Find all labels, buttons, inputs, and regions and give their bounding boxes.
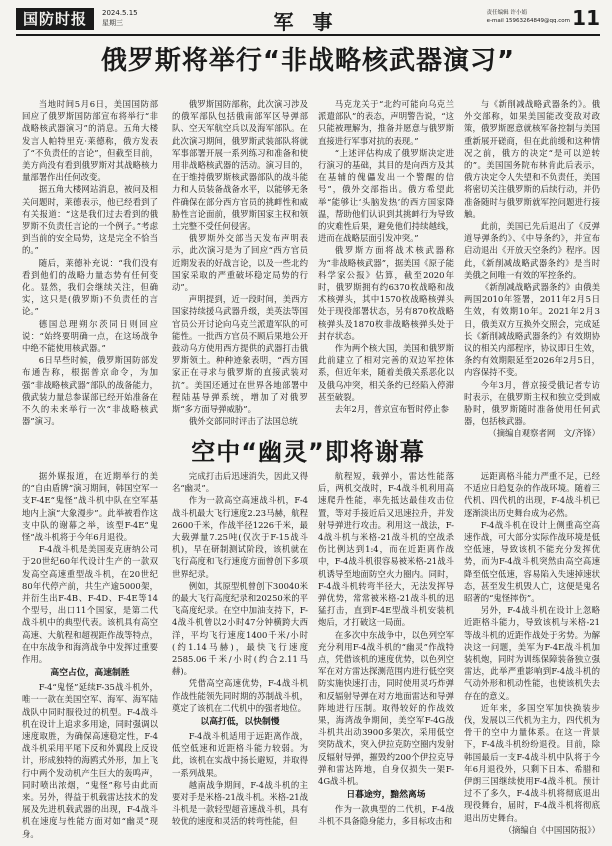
- paragraph: 德国总理朔尔茨同日则回应说：“始终要明确一点，在这场战争中绝不能使用核武器。”: [22, 318, 158, 354]
- paragraph: 凭借高空高速优势，F-4战斗机作战性能领先同时期的苏制战斗机，奠定了该机在二代机中的强者地位。: [172, 678, 308, 713]
- paragraph: 去年2月，普京宣布暂时停止参: [334, 404, 449, 415]
- article1-source-credit: （摘编自观察者网 文/齐锋）: [488, 428, 600, 439]
- paragraph: 在多次中东战争中，以色列空军充分利用F-4战斗机的“幽灵”作战特点，凭借该机的速度优势，以色列空军在对方雷达探测范围内进行低空突防实施快速打击，同时使用灵巧炸弹和反辐射导弹在对方地面雷达和导弹阵地进行压制。取得较好的作战效果，海湾战争期间，美空军F-4G战斗机共出动3900多架次，采用低空突防战术，突入伊拉克防空圈内发射反辐射导弹，摧毁约200个伊拉克导弹和雷达阵地，自身仅损失一架F-4G战斗机。: [318, 629, 454, 787]
- article1-column-2: [172, 98, 308, 427]
- paragraph: 俄罗斯方面将战术核武器称为“非战略核武器”，据美国《原子能科学家公报》估算，截至2020年时，俄罗斯拥有约6370枚战略和战术核弹头，其中1570枚战略核弹头处于现役部署状态，另有870枚战略核弹头及1870枚非战略核弹头处于封存状态。: [318, 245, 454, 341]
- paragraph: 俄罗斯外交部当天发布声明表示，此次演习是为了回应“西方官员近期发表的好战言论，以及一些北约国家采取的严重破坏稳定局势的行动”。: [172, 233, 308, 293]
- paragraph: 6日早些时候，俄罗斯国防部发布通告称，根据普京命令，为加强“非战略核武器”部队的战备能力，俄武装力量总参谋部已经开始准备在不久的未来举行一次“非战略核武器”演习。: [22, 355, 158, 427]
- paragraph: 越南战争期间，F-4战斗机的主要对手是米格-21战斗机。米格-21战斗机是一款轻型超音速战斗机，具有较优的速度和灵活的转弯性能，但: [172, 779, 308, 827]
- paragraph: 完成打击后迅速消失，因此又得名“幽灵”。: [172, 471, 308, 494]
- paragraph: F-4战斗机是美国麦克唐纳公司于20世纪60年代设计生产的一款双发高空高速重型战斗机，在20世纪80年代停产前，共生产逾5000架，并衍生出F-4B、F-4D、F-4E等14个型号，出口11个国家，是第二代战斗机中的典型代表。该机具有高空高速、大航程和超视距作战等特点，在中东战争和海湾战争中发挥过重要作用。: [22, 544, 158, 665]
- paragraph: 航程短，载弹小，雷达性能落后，两机交战时，F-4战斗机利用高速爬升性能，率先抵达最佳攻击位置，等对手接近后又迅速拉升，并发射导弹进行攻击。利用这一战法，F-4战斗机与米格-21战斗机的空战杀伤比例达到1:4，而在近距离作战中，F-4战斗机很容易被米格-21战斗机诱导至地面防空火力圈内。同时，F-4战斗机转弯半径大，无法发挥导弹优势，常常被米格-21战斗机的迅猛打击，直到F-4E型战斗机安装机炮后，才打破这一局面。: [318, 471, 454, 628]
- paragraph: 今年3月，普京接受俄记者专访时表示，在俄罗斯主权和独立受到威胁时，俄罗斯随时准备使用任何武器，包括核武器。: [464, 379, 600, 427]
- article2-headline: 空中“幽灵”即将谢幕: [191, 438, 425, 466]
- subheading: 日暮途穷，黯然离场: [346, 790, 426, 801]
- issue-date-line: 2024.5.15: [102, 9, 138, 17]
- paragraph: 近年来，多国空军加快换装步伐，发展以三代机为主力，四代机为骨干的空中力量体系。在这一背景下，F-4战斗机纷纷退役。目前，除韩国最后一支F-4战斗机中队将于今年6月退役外，只剩下日本、希腊和伊朗三国继续使用F-4战斗机。预计过不了多久，F-4战斗机将彻底退出现役舞台，届时，F-4战斗机将彻底退出历史舞台。: [464, 702, 600, 823]
- paragraph: 马克龙关于“北约可能向乌克兰派遣部队”的表态，声明警告说，“这只能被理解为，推备并愿意与俄罗斯直接进行军事对抗的表现。”: [318, 99, 454, 146]
- paragraph: 作为两个核大国，美国和俄罗斯此前建立了相对完善的双边军控体系，但近年来，随着美俄关系恶化以及俄乌冲突，相关条约已经陷入停滞甚至破裂。: [318, 343, 454, 402]
- paragraph: 作为一款典型的二代机，F-4战斗机不具备隐身能力，多目标攻击和: [318, 804, 454, 827]
- page-number: 11: [572, 6, 600, 30]
- section-title: 军 事: [273, 10, 339, 34]
- paragraph: 与《新削减战略武器条约》。俄外交部称，如果美国能改变敌对政策，俄罗斯愿意就核军备控制与美国重新展开磋商，但在此前缓和这种情况之前，俄方的决定“是可以逆转的”。美国国务院布林肯此后表示，俄方决定令人失望和不负责任，美国将密切关注俄罗斯的后续行动，并仍准备随时与俄罗斯就军控问题进行接触。: [464, 99, 600, 219]
- paragraph: 《新削减战略武器条约》由俄美两国2010年签署，2011年2月5日生效，有效期10年。2021年2月3日，俄美双方互换外交照会，完成延长《新削减战略武器条约》有效期协议的相关内部程序，协议即日生效，条约有效期限延至2026年2月5日，内容保持不变。: [464, 282, 600, 378]
- article1-column-4: [464, 98, 600, 439]
- article1-column-1: [22, 98, 158, 427]
- editor-email: e-mail 15963264849@qq.com: [486, 18, 570, 24]
- issue-date: [102, 8, 138, 28]
- paragraph: 俄外交部同时评击了法国总统: [188, 416, 298, 427]
- subheading: 高空占位，高速制胜: [50, 668, 130, 679]
- article1-headline: 俄罗斯将举行“非战略核武器演习”: [100, 46, 516, 76]
- paragraph: F-4战斗机在设计上侧重高空高速作战，可大部分实际作战环境是低空低速，导致该机不能充分发挥优势，而为F-4战斗机突然由高空高速降至低空低速，容易陷入失速掉速状态，甚至发生机毁人亡，这便是鬼名昭著的“鬼怪摔伤”。: [464, 519, 600, 604]
- subheading: 以高打低，以快制慢: [200, 717, 280, 728]
- article2-column-4: [464, 470, 600, 844]
- article2-source-credit: （摘编自《中国国防报》）: [503, 824, 600, 835]
- issue-weekday: 星期三: [102, 19, 123, 27]
- paragraph: 例如，其原型机曾创下30040米的最大飞行高度纪录和20250米的平飞高度纪录。在空中加油支持下，F-4战斗机曾以2小时47分钟横跨大西洋，平均飞行速度1400千米/小时(约1.14马赫)，最快飞行速度2585.06千米/小时(约合2.11马赫)。: [172, 580, 308, 677]
- paragraph: 此前，美国已先后退出了《反弹道导弹条约》、《中导条约》，并宣布启动退出《开放天空条约》程序。因此，《新削减战略武器条约》是当时美俄之间唯一有效的军控条约。: [464, 221, 600, 280]
- paragraph: 俄罗斯国防部称，此次演习涉及的俄军部队包括俄南部军区导弹部队、空天军航空兵以及海军部队。在此次演习期间，俄罗斯武装部队将就军事部署开展一系列练习和准备和使用非战略核武器的活动。演习目的，在于维持俄罗斯核武器部队的战斗能力和人员装备战备水平，以能够无条件确保在部分西方官员的挑衅性和威胁性言论面前，俄罗斯国家主权和领土完整不受任何侵害。: [172, 99, 308, 232]
- paragraph: 据五角大楼网站消息，被问及相关问题时，莱德表示，他已经看到了有关报道：“这是我们过去看到的俄罗斯不负责任言论的一个例子。”考虑到当前的安全局势，这是完全不恰当的。”: [22, 184, 158, 256]
- paragraph: “上述评估构成了俄罗斯决定进行演习的基础，其目的是向西方及其在基辅的傀儡发出一个警醒的信号”，俄外交部指出。俄方希望此举“能够让‘头脑发热’的西方国家降温，帮助他们认识到其挑衅行为导致的灾难性后果，避免他们持续越线，进而在战略层面引发冲突。”: [318, 147, 454, 244]
- article1-column-3: [318, 98, 454, 420]
- paragraph: F-4战斗机适用于远距离作战，低空低速和近距格斗能力较弱。为此，该机在实战中扬长避短，并取得一系列战果。: [172, 731, 308, 778]
- paragraph: 另外，F-4战斗机在设计上忽略近距格斗能力，导致该机与米格-21等战斗机的近距作战处于劣势。为解决这一问题，美军为F-4E战斗机加装机炮，同时为训练保障装备独立强雷达，此举严重影响到F-4战斗机的气动外形和机动性能，也使该机失去存在的意义。: [464, 605, 600, 701]
- article2-column-2: [172, 470, 308, 844]
- header-rule: [16, 34, 600, 36]
- editor-info: [487, 9, 570, 25]
- paragraph: F-4“鬼怪”延续F-35战斗机外，唯一一款在美国空军、海军、海军陆战队中同时服役过的机型。F-4战斗机在设计上追求多用途，同时强调以速度取胜，为确保高速稳定性，F-4战斗机采用平尾下反和外翼段上反设计，形成独特的海鸥式外形，加上飞行中两个发动机产生巨大的轰鸣声，同时喷出浓烟，“鬼怪”称号由此而来。另外，得益于机载雷达技术的发展及先进机载武器的出现，F-4战斗机在速度与性能方面对如“幽灵”现身。: [22, 682, 158, 839]
- newspaper-logo: 国防时报: [16, 8, 94, 30]
- article2-column-1: [22, 470, 158, 844]
- paragraph: 随后，莱德补充说：“我们没有看到他们的战略力量态势有任何变化。显然，我们会继续关注，但确实，这只是(俄罗斯)不负责任的言论。”: [22, 257, 158, 317]
- paragraph: 作为一款高空高速战斗机，F-4战斗机最大飞行速度2.23马赫，航程2600千米，作战半径1226千米，最大载弹量7.25吨(仅次于F-15战斗机)，早在研制测试阶段，该机就在飞行高度和飞行速度方面曾创下多项世界纪录。: [172, 495, 308, 579]
- paragraph: 据外媒报道，在近期举行的美的“自由盾牌”演习期间，韩国空军一支F-4E“鬼怪”战斗机中队在空军基地内上演“大象漫步”。此举被看作这支中队的谢幕之举，该型F-4E“鬼怪”战斗机将于今年6月退役。: [22, 471, 158, 543]
- paragraph: 远距离格斗能力严重不足，已经不适应日趋复杂的作战环境。随着三代机、四代机的出现，F-4战斗机已逐渐淡出历史舞台成为必然。: [464, 471, 600, 518]
- paragraph: 声明提到，近一段时间，美西方国家持续援乌武器升级，美英法等国官员公开讨论向乌克兰派遣军队的可能性。一批西方官员不顾后果地公开鼓动乌方使用西方提供的武器打击俄罗斯领土。种种迹象表明，“西方国家正在寻求与俄罗斯的直接武装对抗”。美国还通过在世界各地部署中程陆基导弹系统，增加了对俄罗斯“多方面导弹威胁”。: [172, 294, 308, 415]
- article2-column-3: [318, 470, 454, 844]
- editor-name: 责任编辑 许小娟: [486, 10, 527, 16]
- paragraph: 当地时间5月6日，美国国防部回应了俄罗斯国防部宣布将举行“非战略核武器演习”的消息。五角大楼发言人帕特里克·莱德称，俄方发表了“不负责任的言论”，但截至目前，美方尚没有看到俄罗斯对其战略核力量部署作出任何改变。: [22, 99, 158, 183]
- masthead: [16, 6, 600, 34]
